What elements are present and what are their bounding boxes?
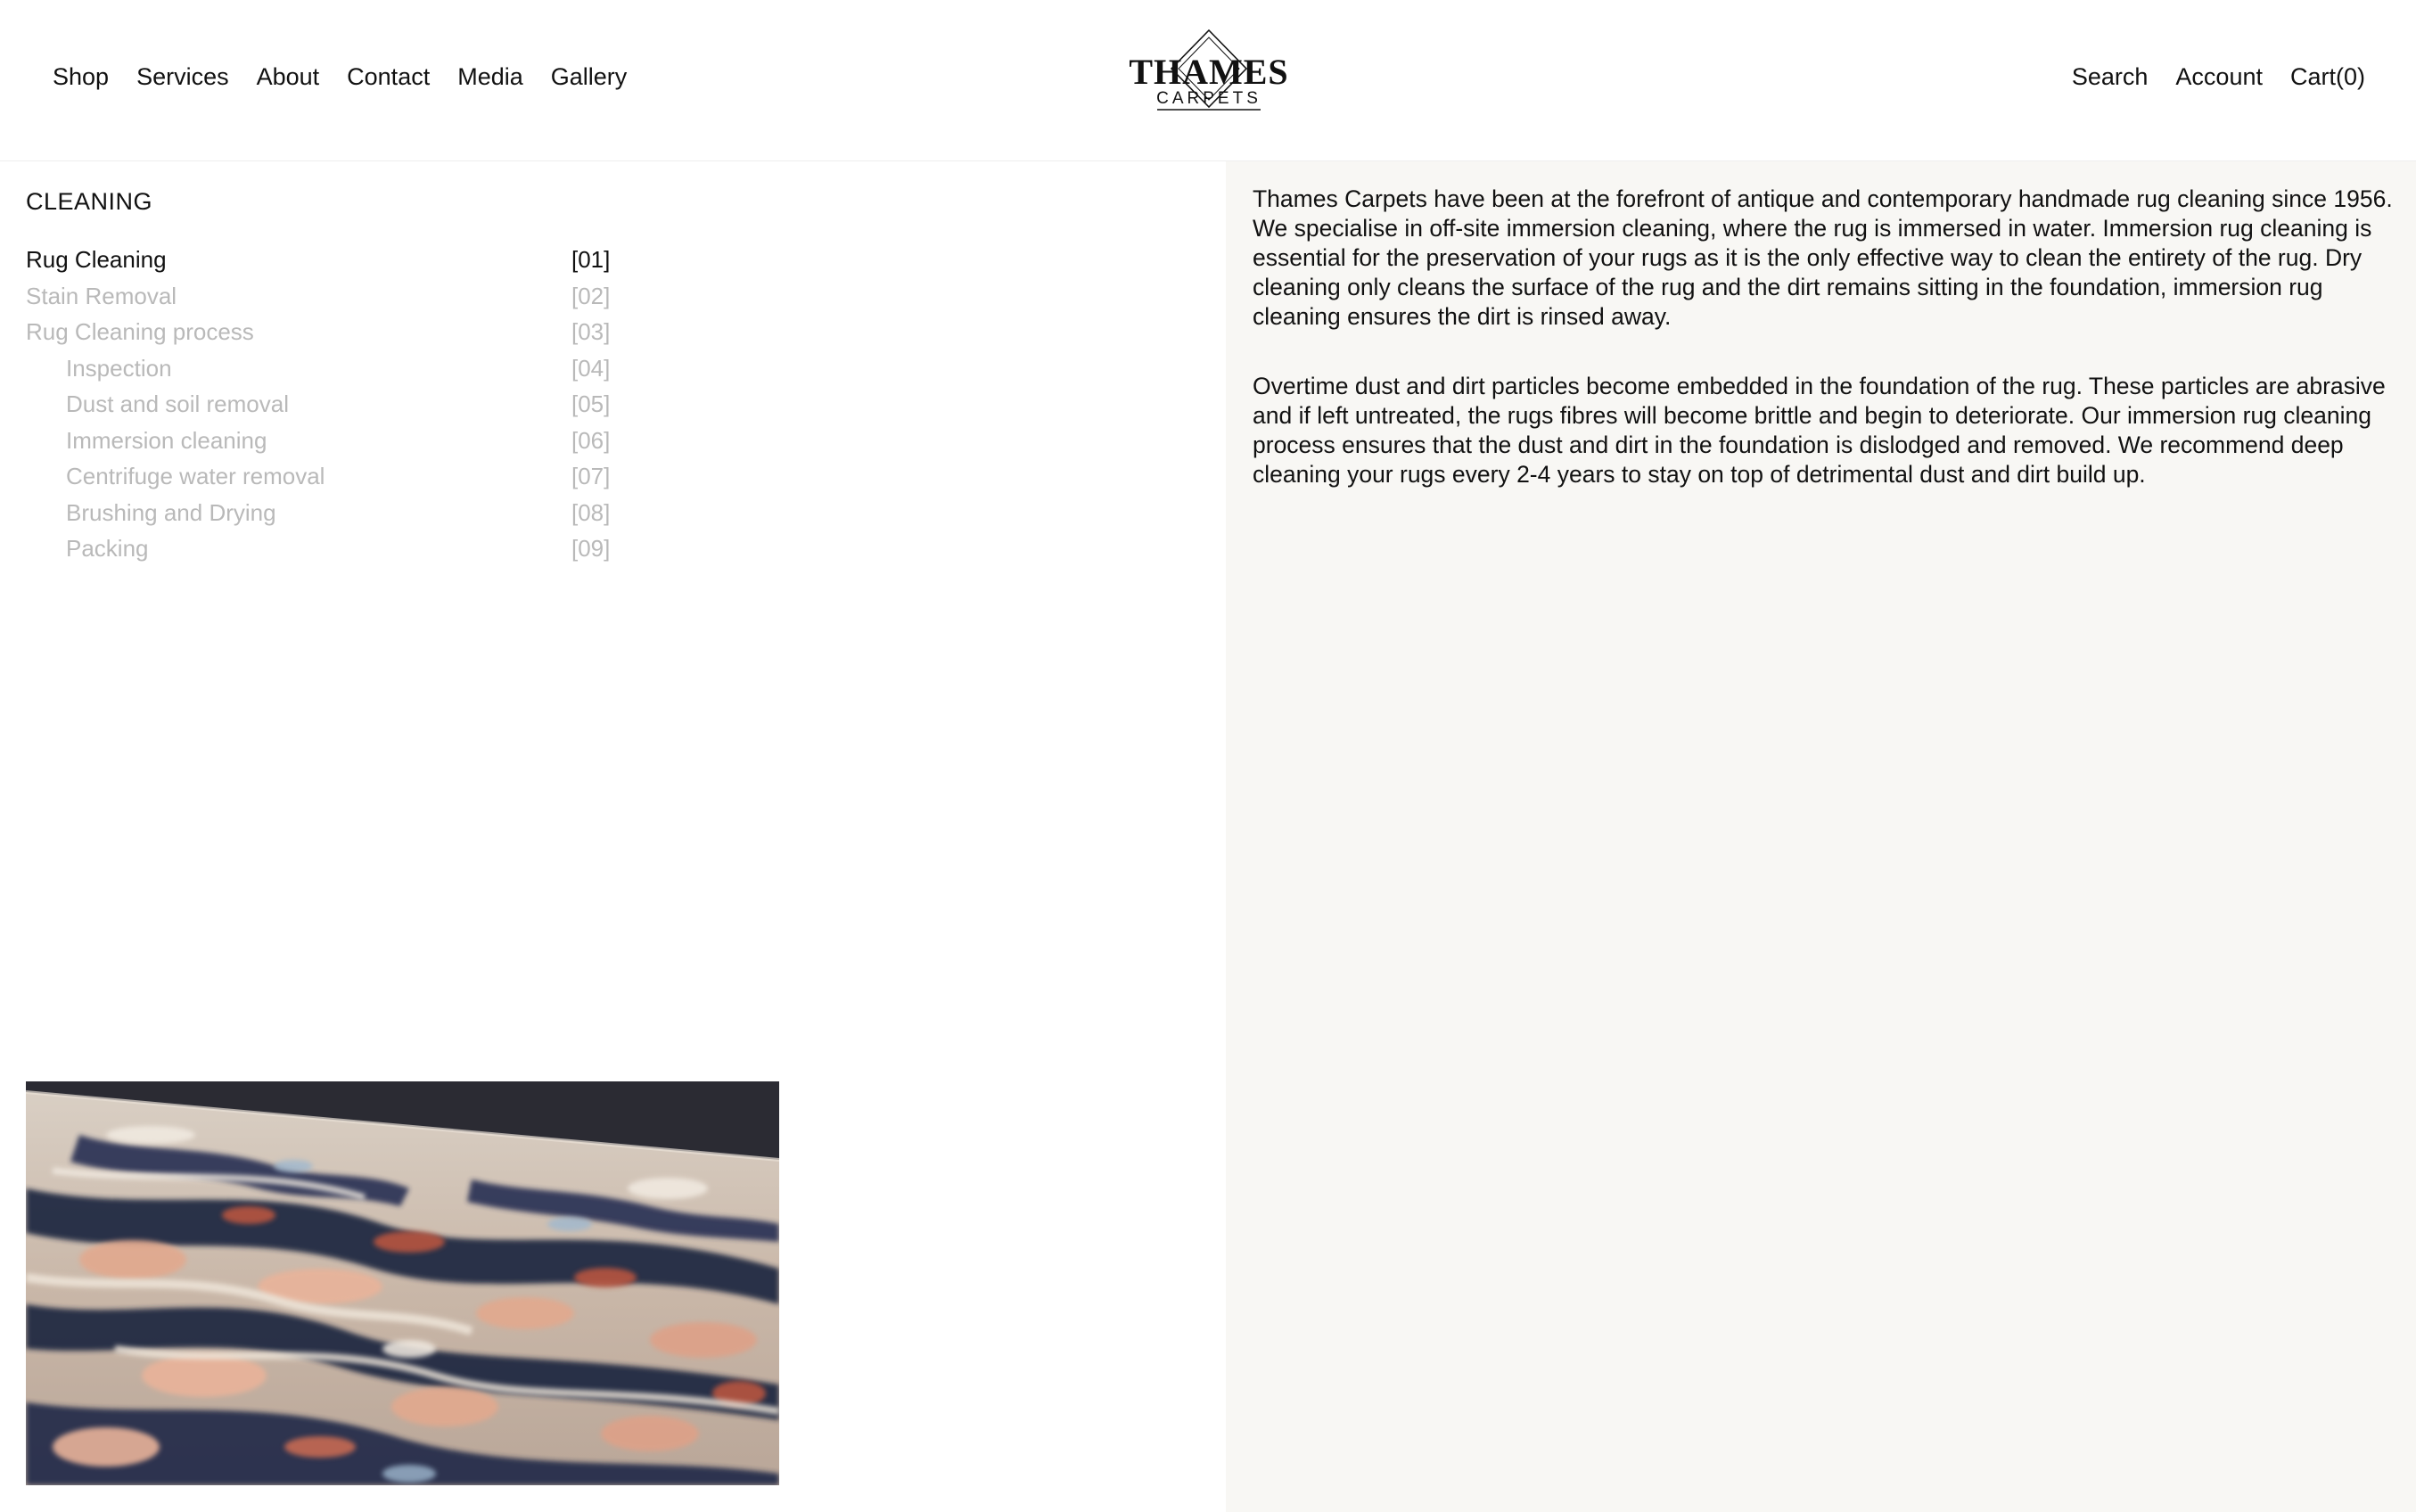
nav-gallery[interactable]: Gallery [550,63,628,90]
toc-label: Dust and soil removal [66,390,289,417]
toc-item-brushing-drying[interactable] [26,495,614,531]
cart-link[interactable]: Cart(0) [2289,63,2365,90]
section-title: CLEANING [26,188,153,215]
nav-services[interactable]: Services [136,63,229,90]
rug-photo [26,1081,779,1485]
toc-number: [01] [571,246,611,273]
cleaning-index [0,161,1226,1512]
toc-label: Inspection [66,354,172,382]
toc-item-centrifuge[interactable] [26,458,614,495]
primary-nav [53,61,627,93]
toc-label: Stain Removal [26,282,177,309]
toc-number: [06] [571,426,611,454]
toc-item-immersion-cleaning[interactable] [26,423,614,459]
toc-label: Immersion cleaning [66,426,267,454]
toc-item-rug-cleaning-process[interactable] [26,314,614,350]
toc-number: [03] [571,318,611,345]
toc-item-stain-removal[interactable] [26,278,614,315]
toc-number: [05] [571,390,611,417]
cleaning-description [1226,161,2416,1512]
toc-number: [07] [571,463,611,489]
utility-nav [2072,61,2365,93]
toc-item-rug-cleaning[interactable] [26,242,614,278]
nav-shop[interactable]: Shop [53,63,110,90]
toc-number: [02] [571,282,611,309]
toc-number: [08] [571,498,611,526]
rug-image [26,1081,779,1485]
toc-label: Packing [66,535,149,562]
search-link[interactable]: Search [2071,63,2149,90]
nav-about[interactable]: About [256,63,320,90]
toc-label: Rug Cleaning [26,246,167,273]
logo-subtitle: CARPETS [1156,89,1261,108]
toc-number: [09] [571,535,611,562]
nav-media[interactable]: Media [457,63,523,90]
account-link[interactable]: Account [2175,63,2263,90]
toc-item-packing[interactable] [26,530,614,567]
description-paragraph-2: Overtime dust and dirt particles become embedded in the foundation of the rug. These particles are abrasive and if left untreated, the rugs fibres will become brittle and begin to deteriorate. Our immersion rug cleaning process ensures that the dust and dirt in the foundation is dislodged and removed. We recommend deep cleaning your rugs every 2-4 years to stay on top of detrimental dust and dirt build up. [1253,373,2386,488]
site-header [0,0,2416,161]
toc-item-dust-soil-removal[interactable] [26,386,614,423]
toc-label: Centrifuge water removal [66,463,325,489]
logo[interactable] [1120,29,1298,114]
cleaning-toc [26,242,614,567]
nav-contact[interactable]: Contact [347,63,431,90]
description-paragraph-1: Thames Carpets have been at the forefront of antique and contemporary handmade rug cleaning since 1956. We specialise in off-site immersion cleaning, where the rug is immersed in water. Immersion rug cleaning is essential for the preservation of your rugs as it is the only effective way to clean the entirety of the rug. Dry cleaning only cleans the surface of the rug and the dirt remains sitting in the foundation, immersion rug cleaning ensures the dirt is rinsed away. [1253,185,2393,330]
logo-mark [1120,29,1298,114]
toc-label: Brushing and Drying [66,498,276,526]
toc-number: [04] [571,354,611,382]
toc-label: Rug Cleaning process [26,318,254,345]
logo-title: THAMES [1129,52,1289,92]
toc-item-inspection[interactable] [26,350,614,387]
